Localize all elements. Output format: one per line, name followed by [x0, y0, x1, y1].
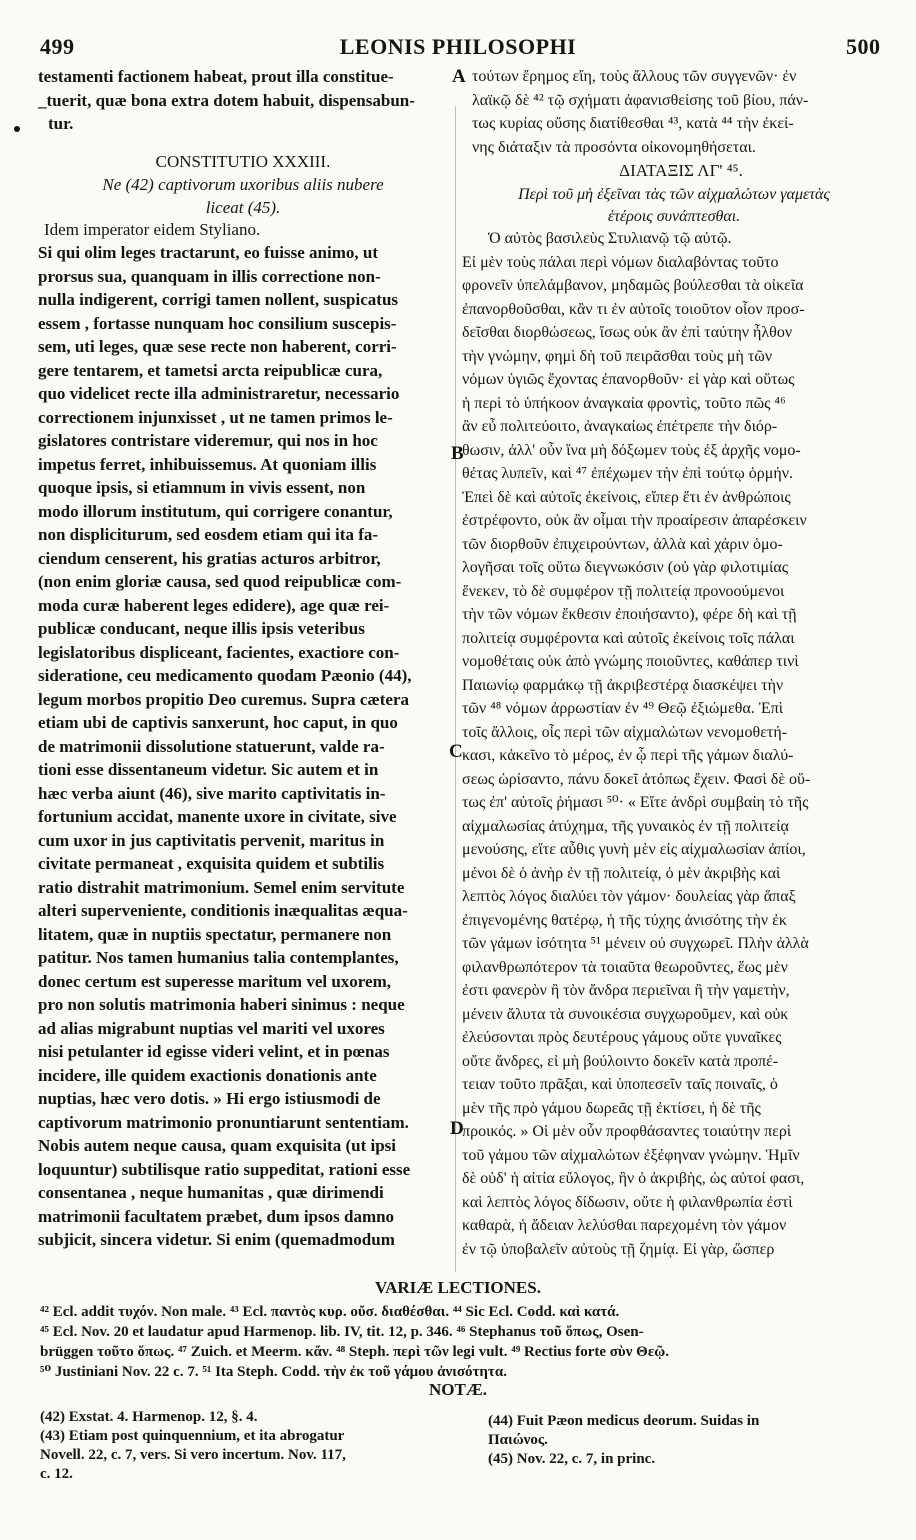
greek-intro-line: τούτων ἔρημος εἴη, τοὺς ἄλλους τῶν συγγενῶν· ἐν: [472, 68, 797, 85]
variant-line: ⁴² Ecl. addit τυχόν. Non male. ⁴³ Ecl. παντὸς κυρ. οὔσ. διαθέσθαι. ⁴⁴ Sic Ecl. Codd. καὶ κατά.: [40, 1304, 620, 1320]
latin-body-line: incidere, ille quidem exactionis donationis ante: [38, 1065, 377, 1085]
greek-body-line: τὴν γνώμην, φημὶ δὴ τοῦ πειρᾶσθαι τοὺς μὴ τῶν: [462, 347, 773, 365]
column-marker-d: D: [450, 1118, 464, 1139]
greek-body-line: νόμων ὑγιῶς ἔχοντας ἐπανορθοῦν· εἰ γὰρ καὶ οὕτως: [462, 371, 795, 388]
note-line: (44) Fuit Pæon medicus deorum. Suidas in: [488, 1413, 760, 1429]
greek-body-line: ἐπανορθοῦσθαι, κἂν τι ἐν αὐτοῖς τοιοῦτον οἷον προσ-: [462, 300, 805, 318]
greek-column: [462, 65, 886, 1261]
latin-body-line: pro non solutis matrimonia haberi sinimus : neque: [38, 995, 405, 1014]
greek-body-line: οὔτε ἄνδρες, εἰ μὴ βούλοιντο δοκεῖν κατὰ προπέ-: [462, 1052, 779, 1070]
latin-body-line: correctionem injunxisset , ut ne tamen primos le-: [38, 407, 393, 427]
greek-intro-line: λαϊκῷ δὲ ⁴² τῷ σχήματι ἀφανισθείσης τοῦ βίου, πάν-: [472, 91, 809, 109]
latin-addressee: Idem imperator eidem Styliano.: [44, 219, 261, 239]
latin-body-line: legislatoribus displiceant, facientes, exactiore con-: [38, 642, 400, 662]
latin-body-line: prorsus sua, quanquam in illis correctione non-: [38, 266, 381, 286]
latin-subtitle: liceat (45).: [205, 197, 281, 217]
greek-body-line: μένειν ἄλυτα τὰ συνοικέσια συγχωροῦμεν, καὶ οὐκ: [462, 1005, 789, 1023]
greek-body: [462, 251, 886, 1262]
greek-body-line: ἡ περὶ τὸ ὑπήκοον ἀναγκαία φροντὶς, τοῦτο πῶς ⁴⁶: [462, 394, 786, 412]
latin-body-line: legum morbos propitio Deo curemus. Supra cætera: [38, 689, 409, 709]
latin-intro-line: _tuerit, quæ bona extra dotem habuit, dispensabun-: [38, 90, 415, 110]
greek-body-line: καὶ λεπτὸς λόγος δίδωσιν, οὔτε ἡ φιλανθρωπία ἐστὶ: [462, 1193, 793, 1211]
note-line: Παιώνος.: [488, 1432, 548, 1448]
greek-body-line: θέτας λυπεῖν, καὶ ⁴⁷ ἐπέχωμεν τὴν ἐπὶ τούτῳ ὁρμήν.: [462, 465, 793, 482]
greek-body-line: φιλανθρωπότερον τὰ τοιαῦτα θεωροῦντες, ἕως μὲν: [462, 958, 788, 976]
latin-body-line: cum uxor in jus captivitatis pervenit, maritus in: [38, 830, 385, 850]
running-title: LEONIS PHILOSOPHI: [339, 34, 577, 59]
greek-addressee: Ὁ αὐτὸς βασιλεὺς Στυλιανῷ τῷ αὐτῷ.: [488, 230, 732, 247]
greek-body-line: προικός. » Οἱ μὲν οὖν προφθάσαντες τοιαύτην περὶ: [462, 1123, 792, 1140]
greek-body-line: ἐστρέφοντο, οὐκ ἂν οἶμαι τὴν προαίρεσιν ἀπαρέσκειν: [462, 512, 807, 529]
latin-body-line: nisi petulanter id egisse videri velint, et in pœnas: [38, 1042, 390, 1061]
latin-body-line: matrimonii facultatem præbet, dum ipsos damno: [38, 1206, 395, 1226]
greek-body-line: λεπτὸς λόγος διαλύει τὸν γάμον· δουλείας γὰρ ἅπαξ: [462, 888, 796, 905]
latin-body-line: hæc verba aiunt (46), sive marito captivitatis in-: [38, 783, 386, 803]
greek-body-line: Παιωνίῳ φαρμάκῳ τῇ ἀκριβεστέρᾳ διασκέψει τὴν: [462, 676, 784, 694]
greek-intro: [462, 65, 886, 159]
note-line: c. 12.: [40, 1466, 73, 1482]
greek-body-line: τῶν γάμων ἰσότητα ⁵¹ μένειν οὐ συγχωρεῖ. Πλὴν ἀλλὰ: [462, 935, 809, 952]
greek-body-line: κασι, κἀκεῖνο τὸ μέρος, ἐν ᾧ περὶ τῆς γάμων διαλύ-: [462, 747, 794, 764]
latin-column: [38, 65, 448, 1252]
latin-constitution-title: CONSTITUTIO XXXIII.: [155, 151, 331, 171]
note-line: (45) Nov. 22, c. 7, in princ.: [488, 1451, 656, 1467]
greek-body-line: τως ἐπ' αὐτοῖς ῥήμασι ⁵⁰· « Εἴτε ἀνδρὶ συμβαίη τὸ τῆς: [462, 794, 809, 811]
latin-body-line: subjicit, sincera videtur. Si enim (quemadmodum: [38, 1230, 395, 1249]
note-line: Novell. 22, c. 7, vers. Si vero incertum. Nov. 117,: [40, 1447, 346, 1463]
greek-body-line: πολιτείᾳ συμφέροντα καὶ αὐτοῖς ἐκείνοις τοῖς πάλαι: [462, 629, 795, 647]
greek-body-line: φρονεῖν ὑπελάμβανον, μηδαμῶς βούλεσθαι τὰ οἰκεῖα: [462, 277, 804, 294]
greek-constitution-title: ΔΙΑΤΑΞΙΣ ΛΓ' ⁴⁵.: [619, 161, 743, 180]
page-number-left: 499: [40, 34, 75, 59]
variae-lectiones-title: VARIÆ LECTIONES.: [375, 1278, 541, 1297]
greek-subtitle: ἑτέροις συνάπτεσθαι.: [607, 208, 741, 225]
greek-body-line: τοῖς ἄλλοις, οἷς περὶ τῶν αἰχμαλώτων νενομοθετή-: [462, 723, 788, 741]
greek-body-line: Ἐπεὶ δὲ καὶ αὐτοῖς ἐκείνοις, εἴπερ ἔτι ἐν ἀνθρώποις: [462, 488, 791, 506]
greek-subtitle: Περὶ τοῦ μὴ ἐξεῖναι τὰς τῶν αἰχμαλώτων γαμετὰς: [518, 185, 830, 203]
greek-body-line: καθαρὰ, ἡ ἄδειαν λελύσθαι παρεχομένη τὸν γάμον: [462, 1217, 787, 1234]
greek-body-line: ἐπιγενομένης θατέρῳ, ἡ τῆς τύχης ἀνισότης τὴν ἐκ: [462, 911, 787, 929]
greek-body-line: δεῖσθαι διορθώσεως, ἴσως οὐκ ἂν ἐπὶ ταύτην ἦλθον: [462, 324, 793, 341]
latin-body-line: fortunium accidat, manente uxore in civitate, sive: [38, 807, 397, 826]
latin-body-line: nuptias, hæc vero dotis. » Hi ergo istiusmodi de: [38, 1089, 381, 1108]
latin-intro-line: testamenti factionem habeat, prout illa constitue-: [38, 67, 394, 86]
latin-body-line: sem, uti leges, quæ sese recte non haberent, corri-: [38, 337, 397, 356]
greek-body-line: δὲ οὐδ' ἡ αἰτία εὔλογος, ἣν ὁ ἀκριβὴς, ὡς αὐτοί φασι,: [462, 1170, 805, 1187]
latin-intro-line: tur.: [48, 114, 74, 133]
page-number-right: 500: [846, 34, 881, 59]
greek-body-line: ἐλεύσονται πρὸς δευτέρους γάμους οὔτε γυναῖκες: [462, 1029, 782, 1046]
notae-title: NOTÆ.: [428, 1380, 488, 1399]
column-marker-a: A: [452, 66, 466, 87]
note-line: (43) Etiam post quinquennium, et ita abrogatur: [40, 1428, 345, 1444]
notes-left: [40, 1408, 450, 1484]
greek-body-line: σεως ὡρίσαντο, πάνυ δοκεῖ ἀτόπως ἔχειν. Φασὶ δὲ οὕ-: [462, 770, 811, 788]
latin-body-line: (non enim gloriæ causa, sed quod reipublicæ com-: [38, 572, 402, 591]
greek-intro-line: τως κυρίας οὔσης διατίθεσθαι ⁴³, κατὰ ⁴⁴ τὴν ἐκεί-: [472, 115, 794, 132]
variant-line: brüggen τοῦτο ὅπως. ⁴⁷ Zuich. et Meerm. κἄν. ⁴⁸ Steph. περὶ τῶν legi vult. ⁴⁹ Rectius forte σὺν Θεῷ.: [40, 1344, 669, 1360]
latin-body-line: quoque ipsis, si etiamnum in vivis essent, non: [38, 478, 366, 497]
latin-body-line: loquuntur) subtilisque ratio suppeditat, rationi esse: [38, 1159, 411, 1179]
latin-body-line: non displiciturum, sed eosdem etiam qui ita fa-: [38, 525, 379, 544]
greek-body-line: τῶν διορθοῦν ἐπιχειρούντων, ἀλλὰ καὶ χάριν ὁμο-: [462, 535, 783, 553]
latin-body-line: sideratione, ceu medicamento quodam Pæonio (44),: [38, 666, 412, 685]
greek-body-line: μὲν τῆς πρὸ γάμου δωρεᾶς τῇ ἐκτίσει, ἡ δὲ τῆς: [462, 1099, 761, 1117]
latin-body-line: de matrimonii dissolutione statuerunt, valde ra-: [38, 736, 385, 756]
ink-dot-mark: [14, 126, 20, 132]
variant-line: ⁵⁰ Justiniani Nov. 22 c. 7. ⁵¹ Ita Steph. Codd. τὴν ἐκ τοῦ γάμου ἀνισότητα.: [40, 1364, 507, 1380]
latin-body-line: patitur. Nos tamen humanius talia contemplantes,: [38, 948, 399, 967]
latin-body-line: essem , fortasse nunquam hoc consilium suscepis-: [38, 313, 397, 333]
latin-body-line: ad alias migrabunt nuptias vel mariti vel uxores: [38, 1018, 385, 1038]
latin-body-line: impetus ferret, inhibuissemus. At quoniam illis: [38, 454, 377, 474]
latin-intro: [38, 65, 448, 136]
greek-body-line: μένοι δὲ ὁ ἀνὴρ ἐν τῇ πολιτείᾳ, ὁ μὲν ἀκριβὴς καὶ: [462, 864, 781, 882]
greek-body-line: Εἰ μὲν τοὺς πάλαι περὶ νόμων διαλαβόντας τοῦτο: [462, 253, 779, 271]
greek-body-line: τοῦ γάμου τῶν αἰχμαλώτων ἐξέφηναν γνώμην. Ἡμῖν: [462, 1146, 800, 1164]
latin-body-line: ciendum censerent, his gratias acturos arbitror,: [38, 548, 381, 568]
greek-body-line: ἕνεκεν, τὸ δὲ συμφέρον τῇ πολιτείᾳ προνοούμενοι: [462, 582, 785, 600]
variant-line: ⁴⁵ Ecl. Nov. 20 et laudatur apud Harmenop. lib. IV, tit. 12, p. 346. ⁴⁶ Stephanus τοῦ ὅπως, Osen-: [40, 1324, 644, 1340]
latin-body-line: gere tentarem, et tametsi arcta reipublicæ cura,: [38, 360, 383, 380]
greek-body-line: τειαν τοῦτο πρᾶξαι, καὶ ὑποπεσεῖν ταῖς ποιναῖς, ὁ: [462, 1076, 778, 1093]
latin-body-line: publicæ conducant, neque illis ipsis veteribus: [38, 619, 365, 638]
column-marker-b: B: [451, 443, 464, 464]
variae-lectiones: [40, 1302, 880, 1382]
greek-body-line: ἐν τῷ ὑποβαλεῖν αὐτοὺς τῇ ζημίᾳ. Εἰ γὰρ, ὥσπερ: [462, 1240, 775, 1258]
greek-body-line: τῶν ⁴⁸ νόμων ἀρρωστίαν ἐν ⁴⁹ Θεῷ ἐξιώμεθα. Ἐπὶ: [462, 700, 784, 717]
greek-body-line: θωσιν, ἀλλ' οὖν ἵνα μὴ δόξωμεν τοὺς ἐξ ἀρχῆς νομο-: [462, 441, 801, 459]
latin-body-line: civitate permaneat , exquisita quidem et subtilis: [38, 854, 385, 873]
latin-subtitle: Ne (42) captivorum uxoribus aliis nubere: [102, 175, 384, 194]
latin-body-line: moda curæ haberent leges edidere), age quæ rei-: [38, 595, 390, 615]
latin-body-line: alteri superveniente, conditionis inæqualitas æqua-: [38, 901, 408, 920]
latin-body-line: modo illorum institutum, qui corrigere conantur,: [38, 501, 393, 521]
latin-body-line: nulla indigerent, corrigi tamen nollent, suspicatus: [38, 290, 399, 309]
note-line: (42) Exstat. 4. Harmenop. 12, §. 4.: [40, 1409, 258, 1425]
column-marker-c: C: [449, 741, 463, 762]
latin-body-line: ratio distrahit matrimonium. Semel enim servitute: [38, 877, 405, 897]
greek-body-line: λογῆσαι τοῖς οὕτω διεγνωκόσιν (οὐ γὰρ φιλοτιμίας: [462, 559, 789, 576]
latin-body-line: captivorum matrimonio pronuntiarunt sententiam.: [38, 1112, 409, 1132]
latin-body-line: gislatores contristare videremur, qui nos in hoc: [38, 431, 378, 450]
latin-body-line: litatem, quæ in nuptiis spectatur, permanere non: [38, 924, 392, 944]
greek-body-line: μενούσης, εἴτε αὖθις γυνὴ μὲν εἰς αἰχμαλωσίαν ἀπίοι,: [462, 841, 806, 858]
latin-body: [38, 241, 448, 1252]
latin-body-line: etiam ubi de captivis sanxerunt, hoc caput, in quo: [38, 713, 398, 732]
greek-body-line: ἂν εὖ πολιτεύοιτο, ἀναγκαίως ἐπέτρεπε τὴν διόρ-: [462, 418, 778, 435]
greek-body-line: αἰχμαλωσίας ἀτύχημα, τῆς γυναικὸς ἐν τῇ πολιτείᾳ: [462, 817, 789, 835]
notes-right: [488, 1408, 888, 1469]
greek-body-line: νομοθέταις οὐκ ἀπὸ γνώμης ποιοῦντες, καθάπερ τινὶ: [462, 653, 799, 670]
latin-body-line: donec certum est superesse maritum vel uxorem,: [38, 971, 391, 991]
greek-intro-line: νης διάταξιν τὰ προσόντα οἰκονομηθήσεται.: [472, 138, 756, 156]
column-divider: [455, 106, 456, 1272]
latin-body-line: tioni esse dissentaneum videtur. Sic autem et in: [38, 760, 379, 779]
latin-body-line: Si qui olim leges tractarunt, eo fuisse animo, ut: [38, 243, 378, 262]
latin-body-line: Nobis autem neque causa, quam exquisita (ut ipsi: [38, 1136, 397, 1155]
latin-body-line: consentanea , neque humanitas , quæ dirimendi: [38, 1183, 384, 1202]
greek-body-line: τὴν τῶν νόμων ἔκθεσιν ἐποιήσαντο), φέρε δὴ καὶ τῇ: [462, 606, 797, 623]
greek-body-line: ἐστι φανερὸν ἢ τὸν ἄνδρα περιεῖναι ἢ τὴν γαμετὴν,: [462, 982, 790, 999]
latin-body-line: quo videlicet recte illa administraretur, necessario: [38, 384, 400, 403]
